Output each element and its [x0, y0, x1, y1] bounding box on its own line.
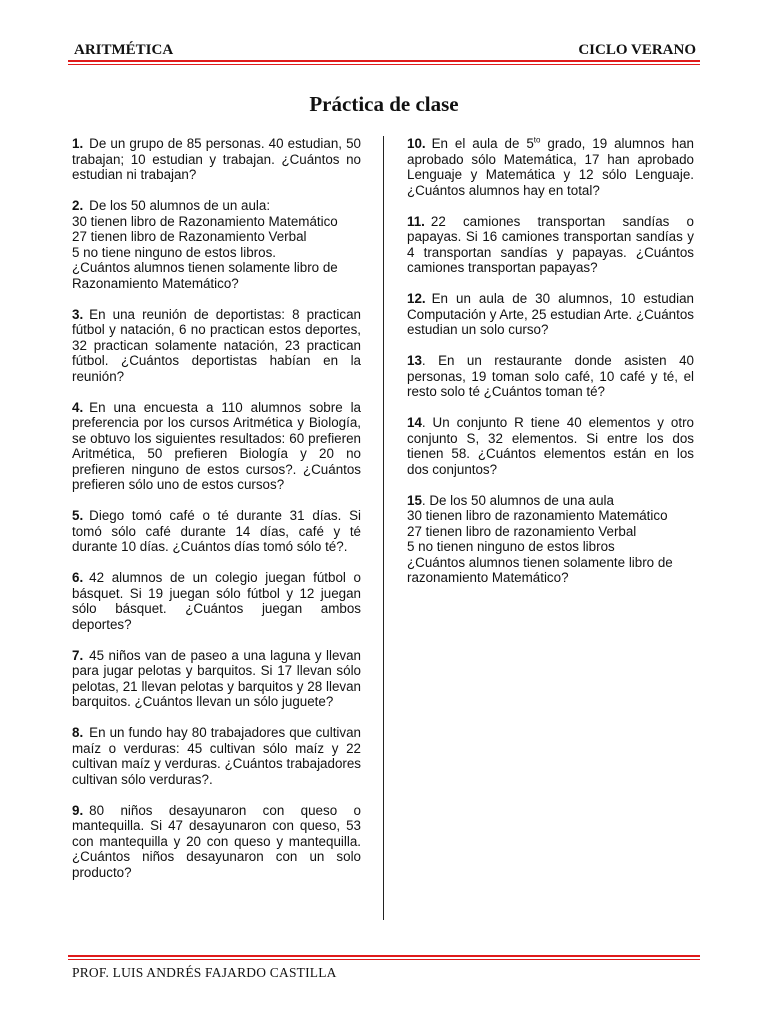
problem-3: [72, 307, 361, 385]
problem-line: 5 no tiene ninguno de estos libros.: [72, 244, 276, 260]
problem-line: 27 tienen libro de razonamiento Verbal: [407, 523, 637, 539]
problem-line: 27 tienen libro de Razonamiento Verbal: [72, 229, 307, 244]
problem-number: 11.: [407, 213, 425, 229]
problem-5: [72, 508, 361, 555]
problem-2: [72, 198, 361, 291]
problem-text: De los 50 alumnos de un aula:: [89, 198, 271, 213]
problem-number: 15: [407, 492, 422, 508]
problem-line: ¿Cuántos alumnos tienen solamente libro de Razonamiento Matemático?: [72, 260, 338, 291]
footer-rule-thin: [68, 959, 700, 960]
page-header: [72, 42, 696, 62]
problem-6: [72, 570, 361, 632]
footer-author: PROF. LUIS ANDRÉS FAJARDO CASTILLA: [72, 965, 337, 980]
problem-text: En un fundo hay 80 trabajadores que cultivan maíz o verduras: 45 cultivan sólo maíz y 22 cultivan maíz y verduras. ¿Cuántos trabajadores cultivan sólo verduras?.: [72, 725, 361, 787]
problem-text: En una encuesta a 110 alumnos sobre la preferencia por los cursos Aritmética y Biología, se obtuvo los siguientes resultados: 60 prefieren Aritmética, 50 prefieren Biología y 20 no prefieren ninguno de estos cursos?. ¿Cuántos prefieren sólo uno de estos cursos?: [72, 399, 361, 492]
problem-line: 30 tienen libro de Razonamiento Matemático: [72, 213, 338, 229]
problem-13: [407, 353, 694, 400]
problem-4: [72, 400, 361, 493]
problem-line: 5 no tienen ninguno de estos libros: [407, 539, 615, 554]
problem-number: 13: [407, 353, 422, 368]
problem-number: 6.: [72, 570, 84, 585]
problem-number: 9.: [72, 802, 84, 818]
problem-text: . Un conjunto R tiene 40 elementos y otro conjunto S, 32 elementos. Si entre los dos tienen 58. ¿Cuántos elementos están en los dos conjuntos?: [407, 415, 694, 477]
problem-text: 45 niños van de paseo a una laguna y llevan para jugar pelotas y barquitos. Si 17 llevan sólo pelotas, 21 llevan pelotas y barquitos y 28 llevan barquitos. ¿Cuántos llevan un sólo juguete?: [72, 647, 361, 709]
problem-14: [407, 415, 694, 477]
problem-number: 7.: [72, 647, 84, 663]
problem-15: [407, 493, 694, 586]
problem-text: . En un restaurante donde asisten 40 personas, 19 toman solo café, 10 café y té, el resto solo té ¿Cuántos toman té?: [407, 353, 694, 399]
problem-text: En el aula de 5: [431, 136, 534, 151]
problem-text: Diego tomó café o té durante 31 días. Si tomó sólo café durante 14 días, café y té durante 10 días. ¿Cuántos días tomó sólo té?.: [72, 508, 361, 554]
problem-number: 5.: [72, 508, 84, 523]
problem-number: 4.: [72, 399, 84, 415]
header-cycle: CICLO VERANO: [578, 42, 696, 58]
problem-number: 1.: [72, 136, 84, 151]
problem-number: 2.: [72, 198, 84, 213]
problem-10: [407, 136, 694, 198]
header-rule-thin: [68, 64, 700, 65]
problem-12: [407, 291, 694, 338]
problem-text: 22 camiones transportan sandías o papayas. Si 16 camiones transportan sandías y 4 transportan sandías y papayas. ¿Cuántos camiones transportan papayas?: [407, 213, 694, 275]
header-subject: ARITMÉTICA: [74, 42, 174, 58]
problem-8: [72, 725, 361, 787]
problem-number: 8.: [72, 725, 84, 740]
problem-7: [72, 648, 361, 710]
problem-text: grado, 19 alumnos han aprobado sólo Matemática, 17 han aprobado Lenguaje y Matemática y 12 sólo Lenguaje. ¿Cuántos alumnos hay en total?: [407, 136, 694, 198]
footer-rule-thick: [68, 955, 700, 957]
left-column: [72, 136, 361, 896]
problem-line: ¿Cuántos alumnos tienen solamente libro de razonamiento Matemático?: [407, 554, 673, 585]
problem-text: 80 niños desayunaron con queso o mantequilla. Si 47 desayunaron con queso, 53 con mantequilla y 20 con queso y mantequilla. ¿Cuántos niños desayunaron con un solo producto?: [72, 802, 361, 880]
problem-11: [407, 214, 694, 276]
problem-text: . De los 50 alumnos de una aula: [421, 492, 614, 508]
column-divider: [383, 136, 384, 920]
problem-9: [72, 803, 361, 881]
header-rule-thick: [68, 60, 700, 62]
problem-text: En un aula de 30 alumnos, 10 estudian Computación y Arte, 25 estudian Arte. ¿Cuántos estudian un solo curso?: [407, 291, 694, 337]
ordinal-superscript: to: [533, 135, 541, 145]
problem-text: En una reunión de deportistas: 8 practican fútbol y natación, 6 no practican estos deportes, 32 practican solamente natación, 23 practican fútbol. ¿Cuántos deportistas habían en la reunión?: [72, 306, 361, 384]
problem-number: 3.: [72, 306, 84, 322]
problem-text: De un grupo de 85 personas. 40 estudian, 50 trabajan; 10 estudian y trabajan. ¿Cuántos no estudian ni trabajan?: [72, 136, 361, 182]
problem-number: 14: [407, 415, 422, 430]
right-column: [407, 136, 694, 601]
problem-text: 42 alumnos de un colegio juegan fútbol o básquet. Si 19 juegan sólo fútbol y 12 juegan sólo básquet. ¿Cuántos juegan ambos deportes?: [72, 570, 361, 632]
page-title: Práctica de clase: [309, 92, 459, 116]
problem-line: 30 tienen libro de razonamiento Matemático: [407, 508, 668, 523]
problem-number: 10.: [407, 136, 426, 151]
problem-1: [72, 136, 361, 183]
problem-number: 12.: [407, 291, 426, 306]
